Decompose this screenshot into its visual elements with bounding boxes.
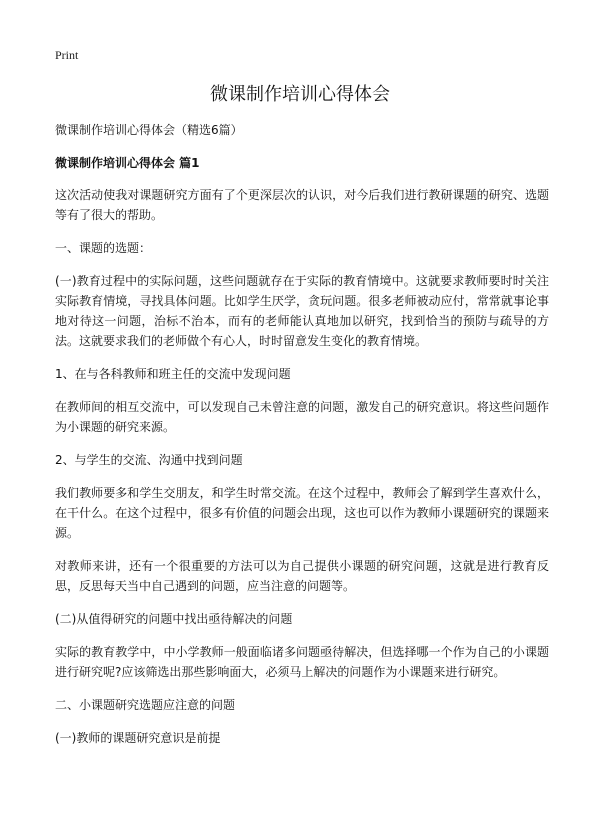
paragraph: 二、小课题研究选题应注意的问题 <box>55 698 236 712</box>
page-title: 微课制作培训心得体会 <box>210 84 390 105</box>
article-subtitle: 微课制作培训心得体会（精选6篇） <box>55 123 243 137</box>
paragraph: (二)从值得研究的问题中找出亟待解决的问题 <box>55 612 293 626</box>
paragraph: (一)教师的课题研究意识是前提 <box>55 731 221 745</box>
article-body <box>55 120 549 761</box>
paragraph: 我们教师要多和学生交朋友，和学生时常交流。在这个过程中，教师会了解到学生喜欢什么，在干什么。在这个过程中，很多有价值的问题会出现，这也可以作为教师小课题研究的课题来源。 <box>55 486 549 540</box>
paragraph: 实际的教育教学中，中小学教师一般面临诸多问题亟待解决，但选择哪一个作为自己的小课题进行研究呢?应该筛选出那些影响面大，必须马上解决的问题作为小课题来进行研究。 <box>55 645 549 679</box>
paragraph: 这次活动使我对课题研究方面有了个更深层次的认识，对今后我们进行教研课题的研究、选题等有了很大的帮助。 <box>55 188 549 222</box>
paragraph: (一)教育过程中的实际问题，这些问题就存在于实际的教育情境中。这就要求教师要时时关注实际教育情境，寻找具体问题。比如学生厌学，贪玩问题。很多老师被动应付，常常就事论事地对待这一问题，治标不治本，而有的老师能认真地加以研究，找到恰当的预防与疏导的方法。这就要求我们的老师做个有心人，时时留意发生变化的教育情境。 <box>55 274 549 348</box>
section-heading: 微课制作培训心得体会 篇1 <box>55 156 200 170</box>
paragraph: 在教师间的相互交流中，可以发现自己未曾注意的问题，激发自己的研究意识。将这些问题作为小课题的研究来源。 <box>55 400 549 434</box>
paragraph: 2、与学生的交流、沟通中找到问题 <box>55 453 243 467</box>
paragraph: 对教师来讲，还有一个很重要的方法可以为自己提供小课题的研究问题，这就是进行教育反思，反思每天当中自己遇到的问题，应当注意的问题等。 <box>55 559 549 593</box>
paragraph: 1、在与各科教师和班主任的交流中发现问题 <box>55 367 291 381</box>
print-link[interactable]: Print <box>55 48 79 62</box>
paragraph: 一、课题的选题： <box>55 241 152 255</box>
